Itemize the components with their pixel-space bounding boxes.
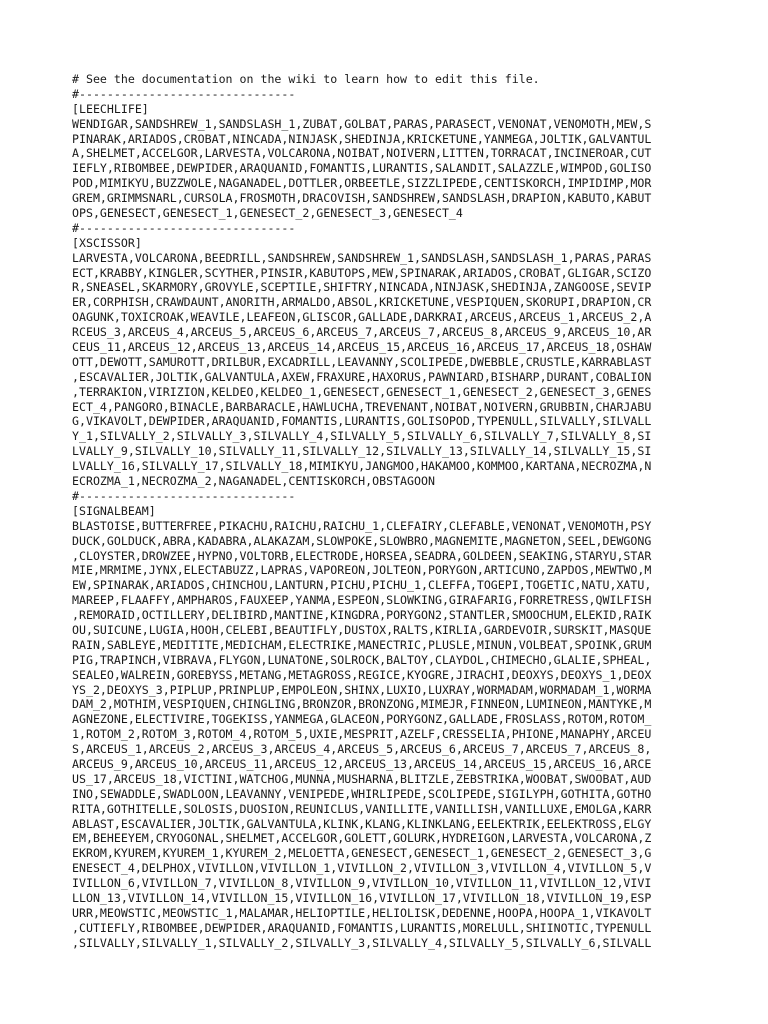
separator-line: #-------------------------------	[72, 86, 296, 101]
text-line: MAREEP,FLAAFFY,AMPHAROS,FAUXEEP,YANMA,ESPEON,SLOWKING,GIRAFARIG,FORRETRESS,QWILFISH	[72, 593, 652, 608]
text-line: ,TERRAKION,VIRIZION,KELDEO,KELDEO_1,GENESECT,GENESECT_1,GENESECT_2,GENESECT_3,GENES	[72, 384, 652, 399]
text-line: ECT_4,PANGORO,BINACLE,BARBARACLE,HAWLUCHA,TREVENANT,NOIBAT,NOIVERN,GRUBBIN,CHARJABU	[72, 399, 652, 414]
text-line: ECROZMA_1,NECROZMA_2,NAGANADEL,CENTISKORCH,OBSTAGOON	[72, 474, 435, 489]
text-line: PINARAK,ARIADOS,CROBAT,NINCADA,NINJASK,SHEDINJA,KRICKETUNE,YANMEGA,JOLTIK,GALVANTUL	[72, 131, 652, 146]
text-line: G,VIKAVOLT,DEWPIDER,ARAQUANID,FOMANTIS,LURANTIS,GOLISOPOD,TYPENULL,SILVALLY,SILVALL	[72, 414, 652, 429]
text-line: EKROM,KYUREM,KYUREM_1,KYUREM_2,MELOETTA,GENESECT,GENESECT_1,GENESECT_2,GENESECT_3,G	[72, 846, 652, 861]
text-line: ECT,KRABBY,KINGLER,SCYTHER,PINSIR,KABUTOPS,MEW,SPINARAK,ARIADOS,CROBAT,GLIGAR,SCIZO	[72, 265, 652, 280]
text-line: 1,ROTOM_2,ROTOM_3,ROTOM_4,ROTOM_5,UXIE,MESPRIT,AZELF,CRESSELIA,PHIONE,MANAPHY,ARCEU	[72, 727, 652, 742]
section-header: [SIGNALBEAM]	[72, 503, 156, 518]
text-line: GREM,GRIMMSNARL,CURSOLA,FROSMOTH,DRACOVISH,SANDSHREW,SANDSLASH,DRAPION,KABUTO,KABUT	[72, 191, 652, 206]
text-line: CEUS_11,ARCEUS_12,ARCEUS_13,ARCEUS_14,ARCEUS_15,ARCEUS_16,ARCEUS_17,ARCEUS_18,OSHAW	[72, 340, 652, 355]
text-line: POD,MIMIKYU,BUZZWOLE,NAGANADEL,DOTTLER,ORBEETLE,SIZZLIPEDE,CENTISKORCH,IMPIDIMP,MOR	[72, 176, 652, 191]
text-line: RAIN,SABLEYE,MEDITITE,MEDICHAM,ELECTRIKE,MANECTRIC,PLUSLE,MINUN,VOLBEAT,SPOINK,GRUM	[72, 637, 652, 652]
text-line: EM,BEHEEYEM,CRYOGONAL,SHELMET,ACCELGOR,GOLETT,GOLURK,HYDREIGON,LARVESTA,VOLCARONA,Z	[72, 831, 652, 846]
text-line: WENDIGAR,SANDSHREW_1,SANDSLASH_1,ZUBAT,GOLBAT,PARAS,PARASECT,VENONAT,VENOMOTH,MEW,S	[72, 116, 652, 131]
text-line: ENESECT_4,DELPHOX,VIVILLON,VIVILLON_1,VIVILLON_2,VIVILLON_3,VIVILLON_4,VIVILLON_5,V	[72, 861, 652, 876]
text-line: RITA,GOTHITELLE,SOLOSIS,DUOSION,REUNICLUS,VANILLITE,VANILLISH,VANILLUXE,EMOLGA,KARR	[72, 801, 652, 816]
text-line: S,ARCEUS_1,ARCEUS_2,ARCEUS_3,ARCEUS_4,ARCEUS_5,ARCEUS_6,ARCEUS_7,ARCEUS_7,ARCEUS_8,	[72, 742, 652, 757]
text-line: IVILLON_6,VIVILLON_7,VIVILLON_8,VIVILLON_9,VIVILLON_10,VIVILLON_11,VIVILLON_12,VIVI	[72, 876, 652, 891]
comment-line: # See the documentation on the wiki to learn how to edit this file.	[72, 72, 540, 86]
text-line: YS_2,DEOXYS_3,PIPLUP,PRINPLUP,EMPOLEON,SHINX,LUXIO,LUXRAY,WORMADAM,WORMADAM_1,WORMA	[72, 682, 652, 697]
text-line: ARCEUS_9,ARCEUS_10,ARCEUS_11,ARCEUS_12,ARCEUS_13,ARCEUS_14,ARCEUS_15,ARCEUS_16,ARCE	[72, 756, 652, 771]
text-line: LVALLY_9,SILVALLY_10,SILVALLY_11,SILVALLY_12,SILVALLY_13,SILVALLY_14,SILVALLY_15,SI	[72, 444, 652, 459]
text-line: EW,SPINARAK,ARIADOS,CHINCHOU,LANTURN,PICHU,PICHU_1,CLEFFA,TOGEPI,TOGETIC,NATU,XATU,	[72, 578, 652, 593]
text-line: OU,SUICUNE,LUGIA,HOOH,CELEBI,BEAUTIFLY,DUSTOX,RALTS,KIRLIA,GARDEVOIR,SURSKIT,MASQUE	[72, 622, 652, 637]
text-line: BLASTOISE,BUTTERFREE,PIKACHU,RAICHU,RAICHU_1,CLEFAIRY,CLEFABLE,VENONAT,VENOMOTH,PSY	[72, 518, 652, 533]
document-text-body	[72, 72, 712, 951]
text-line: LARVESTA,VOLCARONA,BEEDRILL,SANDSHREW,SANDSHREW_1,SANDSLASH,SANDSLASH_1,PARAS,PARAS	[72, 250, 652, 265]
text-line: R,SNEASEL,SKARMORY,GROVYLE,SCEPTILE,SHIFTRY,NINCADA,NINJASK,SHEDINJA,ZANGOOSE,SEVIP	[72, 280, 652, 295]
text-line: URR,MEOWSTIC,MEOWSTIC_1,MALAMAR,HELIOPTILE,HELIOLISK,DEDENNE,HOOPA,HOOPA_1,VIKAVOLT	[72, 905, 652, 920]
text-line: RCEUS_3,ARCEUS_4,ARCEUS_5,ARCEUS_6,ARCEUS_7,ARCEUS_7,ARCEUS_8,ARCEUS_9,ARCEUS_10,AR	[72, 325, 652, 340]
text-line: ABLAST,ESCAVALIER,JOLTIK,GALVANTULA,KLINK,KLANG,KLINKLANG,EELEKTRIK,EELEKTROSS,ELGY	[72, 816, 652, 831]
text-line: ,SILVALLY,SILVALLY_1,SILVALLY_2,SILVALLY_3,SILVALLY_4,SILVALLY_5,SILVALLY_6,SILVALL	[72, 935, 652, 950]
text-line: ,ESCAVALIER,JOLTIK,GALVANTULA,AXEW,FRAXURE,HAXORUS,PAWNIARD,BISHARP,DURANT,COBALION	[72, 369, 652, 384]
text-line: SEALEO,WALREIN,GOREBYSS,METANG,METAGROSS,REGICE,KYOGRE,JIRACHI,DEOXYS,DEOXYS_1,DEOX	[72, 667, 652, 682]
text-line: OAGUNK,TOXICROAK,WEAVILE,LEAFEON,GLISCOR,GALLADE,DARKRAI,ARCEUS,ARCEUS_1,ARCEUS_2,A	[72, 310, 652, 325]
text-line: OPS,GENESECT,GENESECT_1,GENESECT_2,GENESECT_3,GENESECT_4	[72, 206, 463, 221]
text-line: PIG,TRAPINCH,VIBRAVA,FLYGON,LUNATONE,SOLROCK,BALTOY,CLAYDOL,CHIMECHO,GLALIE,SPHEAL,	[72, 652, 652, 667]
text-line: INO,SEWADDLE,SWADLOON,LEAVANNY,VENIPEDE,WHIRLIPEDE,SCOLIPEDE,SIGILYPH,GOTHITA,GOTHO	[72, 786, 652, 801]
separator-line: #-------------------------------	[72, 220, 296, 235]
text-line: MIE,MRMIME,JYNX,ELECTABUZZ,LAPRAS,VAPOREON,JOLTEON,PORYGON,ARTICUNO,ZAPDOS,MEWTWO,M	[72, 563, 652, 578]
separator-line: #-------------------------------	[72, 488, 296, 503]
text-line: DAM_2,MOTHIM,VESPIQUEN,CHINGLING,BRONZOR,BRONZONG,MIMEJR,FINNEON,LUMINEON,MANTYKE,M	[72, 697, 652, 712]
section-header: [LEECHLIFE]	[72, 101, 149, 116]
text-line: LVALLY_16,SILVALLY_17,SILVALLY_18,MIMIKYU,JANGMOO,HAKAMOO,KOMMOO,KARTANA,NECROZMA,N	[72, 459, 652, 474]
text-line: ,CUTIEFLY,RIBOMBEE,DEWPIDER,ARAQUANID,FOMANTIS,LURANTIS,MORELULL,SHIINOTIC,TYPENULL	[72, 920, 652, 935]
text-line: US_17,ARCEUS_18,VICTINI,WATCHOG,MUNNA,MUSHARNA,BLITZLE,ZEBSTRIKA,WOOBAT,SWOOBAT,AUD	[72, 771, 652, 786]
text-line: ,REMORAID,OCTILLERY,DELIBIRD,MANTINE,KINGDRA,PORYGON2,STANTLER,SMOOCHUM,ELEKID,RAIK	[72, 608, 652, 623]
text-line: AGNEZONE,ELECTIVIRE,TOGEKISS,YANMEGA,GLACEON,PORYGONZ,GALLADE,FROSLASS,ROTOM,ROTOM_	[72, 712, 652, 727]
text-line: ER,CORPHISH,CRAWDAUNT,ANORITH,ARMALDO,ABSOL,KRICKETUNE,VESPIQUEN,SKORUPI,DRAPION,CR	[72, 295, 652, 310]
text-line: A,SHELMET,ACCELGOR,LARVESTA,VOLCARONA,NOIBAT,NOIVERN,LITTEN,TORRACAT,INCINEROAR,CUT	[72, 146, 652, 161]
text-line: LLON_13,VIVILLON_14,VIVILLON_15,VIVILLON_16,VIVILLON_17,VIVILLON_18,VIVILLON_19,ESP	[72, 890, 652, 905]
section-header: [XSCISSOR]	[72, 235, 142, 250]
text-line: DUCK,GOLDUCK,ABRA,KADABRA,ALAKAZAM,SLOWPOKE,SLOWBRO,MAGNEMITE,MAGNETON,SEEL,DEWGONG	[72, 533, 652, 548]
text-line: ,CLOYSTER,DROWZEE,HYPNO,VOLTORB,ELECTRODE,HORSEA,SEADRA,GOLDEEN,SEAKING,STARYU,STAR	[72, 548, 652, 563]
text-line: Y_1,SILVALLY_2,SILVALLY_3,SILVALLY_4,SILVALLY_5,SILVALLY_6,SILVALLY_7,SILVALLY_8,SI	[72, 429, 652, 444]
text-line: IEFLY,RIBOMBEE,DEWPIDER,ARAQUANID,FOMANTIS,LURANTIS,SALANDIT,SALAZZLE,WIMPOD,GOLISO	[72, 161, 652, 176]
text-line: OTT,DEWOTT,SAMUROTT,DRILBUR,EXCADRILL,LEAVANNY,SCOLIPEDE,DWEBBLE,CRUSTLE,KARRABLAST	[72, 354, 652, 369]
